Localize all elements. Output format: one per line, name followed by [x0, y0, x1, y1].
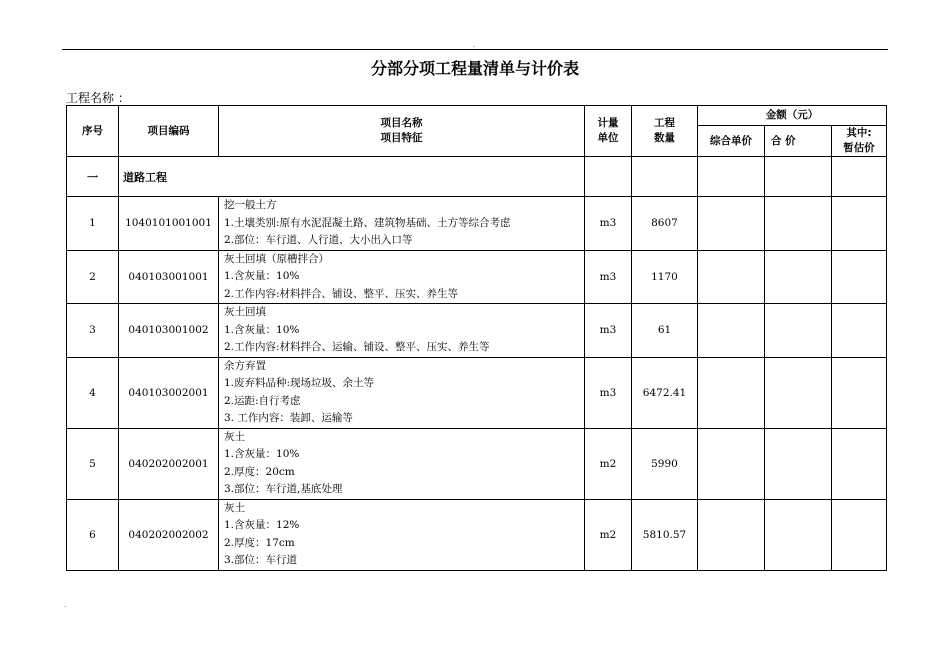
header-item-name: [219, 106, 585, 157]
table-row: [67, 304, 887, 358]
row-description-line: 1.含灰量：10%: [224, 323, 300, 336]
bill-of-quantities-table: [66, 105, 887, 571]
row-quantity: 61: [632, 304, 698, 358]
row-description-line: 灰土: [224, 430, 245, 443]
empty-cell: [765, 499, 832, 570]
row-description: [219, 357, 585, 428]
header-rule: [62, 49, 888, 50]
section-row: [67, 157, 887, 197]
empty-cell: [832, 499, 887, 570]
row-quantity: 5810.57: [632, 499, 698, 570]
project-name-label: 工程名称 ：: [66, 91, 130, 105]
empty-cell: [832, 357, 887, 428]
row-description-line: 灰土回填（原槽拌合）: [224, 252, 329, 265]
row-seq: 2: [67, 250, 119, 304]
header-seq: 序号: [67, 106, 119, 157]
row-description-line: 1.废弃料品种:现场垃圾、余土等: [224, 377, 375, 389]
header-unit: [585, 106, 632, 157]
empty-cell: [585, 157, 632, 197]
row-seq: 6: [67, 499, 119, 570]
header-item-name-line2: 项目特征: [380, 132, 423, 144]
row-description-line: 2.部位：车行道、人行道、大小出入口等: [224, 234, 413, 246]
row-description-line: 2.运距:自行考虑: [224, 394, 301, 407]
header-unit-price: 综合单价: [698, 126, 765, 157]
table-row: [67, 499, 887, 570]
row-description-line: 2.工作内容:材料拌合、运输、铺设、整平、压实、养生等: [224, 341, 490, 353]
row-code: 040103001001: [119, 250, 219, 304]
row-description-line: 3.部位：车行道,基底处理: [224, 483, 343, 495]
header-code: 项目编码: [119, 106, 219, 157]
row-code: 040202002002: [119, 499, 219, 570]
table-row: [67, 428, 887, 499]
row-seq: 3: [67, 304, 119, 358]
header-unit-line2: 单位: [597, 132, 619, 144]
empty-cell: [832, 428, 887, 499]
header-item-name-line1: 项目名称: [380, 117, 423, 129]
empty-cell: [765, 357, 832, 428]
row-description-line: 2.厚度：17cm: [224, 536, 295, 549]
table-row: [67, 250, 887, 304]
page-title: 分部分项工程量清单与计价表: [370, 59, 579, 78]
row-unit: m3: [585, 357, 632, 428]
table-row: [67, 197, 887, 251]
header-quantity-line2: 数量: [654, 132, 675, 144]
row-description: [219, 197, 585, 251]
corner-dot: .: [473, 40, 476, 49]
empty-cell: [632, 157, 698, 197]
header-unit-line1: 计量: [597, 117, 619, 129]
row-description-line: 2.工作内容:材料拌合、铺设、整平、压实、养生等: [224, 287, 459, 300]
empty-cell: [698, 157, 765, 197]
empty-cell: [765, 304, 832, 358]
row-unit: m2: [585, 428, 632, 499]
row-description-line: 3.部位：车行道: [224, 554, 298, 566]
row-description-line: 1.土壤类别:原有水泥混凝土路、建筑物基础、土方等综合考虑: [224, 216, 511, 229]
section-seq: 一: [67, 157, 119, 197]
corner-dot: .: [64, 600, 67, 609]
row-code: 1040101001001: [119, 197, 219, 251]
row-code: 040103002001: [119, 357, 219, 428]
row-unit: m3: [585, 250, 632, 304]
empty-cell: [832, 250, 887, 304]
row-description-line: 余方弃置: [224, 359, 266, 372]
empty-cell: [698, 304, 765, 358]
header-quantity: [632, 106, 698, 157]
row-description-line: 灰土回填: [224, 306, 266, 318]
row-quantity: 6472.41: [632, 357, 698, 428]
empty-cell: [832, 304, 887, 358]
row-description-line: 1.含灰量：12%: [224, 519, 300, 531]
row-description-line: 3. 工作内容：装卸、运输等: [224, 412, 353, 424]
row-description-line: 2.厚度：20cm: [224, 465, 295, 478]
row-seq: 4: [67, 357, 119, 428]
row-unit: m3: [585, 197, 632, 251]
row-code: 040103001002: [119, 304, 219, 358]
empty-cell: [765, 428, 832, 499]
empty-cell: [765, 250, 832, 304]
row-description: [219, 304, 585, 358]
row-quantity: 5990: [632, 428, 698, 499]
header-quantity-line1: 工程: [654, 117, 675, 129]
empty-cell: [698, 197, 765, 251]
empty-cell: [765, 197, 832, 251]
empty-cell: [832, 197, 887, 251]
header-provisional-line2: 暂估价: [843, 142, 875, 154]
empty-cell: [698, 499, 765, 570]
empty-cell: [765, 157, 832, 197]
row-description-line: 1.含灰量：10%: [224, 270, 300, 282]
row-description-line: 挖一般土方: [224, 199, 277, 211]
empty-cell: [698, 428, 765, 499]
row-description: [219, 250, 585, 304]
row-unit: m2: [585, 499, 632, 570]
row-seq: 5: [67, 428, 119, 499]
row-description: [219, 428, 585, 499]
empty-cell: [698, 250, 765, 304]
header-total: 合 价: [765, 126, 832, 157]
empty-cell: [698, 357, 765, 428]
section-name: 道路工程: [119, 157, 585, 197]
row-seq: 1: [67, 197, 119, 251]
row-quantity: 1170: [632, 250, 698, 304]
row-quantity: 8607: [632, 197, 698, 251]
row-code: 040202002001: [119, 428, 219, 499]
row-unit: m3: [585, 304, 632, 358]
header-provisional-line1: 其中:: [846, 127, 872, 139]
header-provisional: [832, 126, 887, 157]
row-description-line: 灰土: [224, 501, 245, 514]
table-row: [67, 357, 887, 428]
header-amount: 金额（元）: [698, 106, 887, 126]
row-description-line: 1.含灰量：10%: [224, 448, 300, 460]
empty-cell: [832, 157, 887, 197]
row-description: [219, 499, 585, 570]
